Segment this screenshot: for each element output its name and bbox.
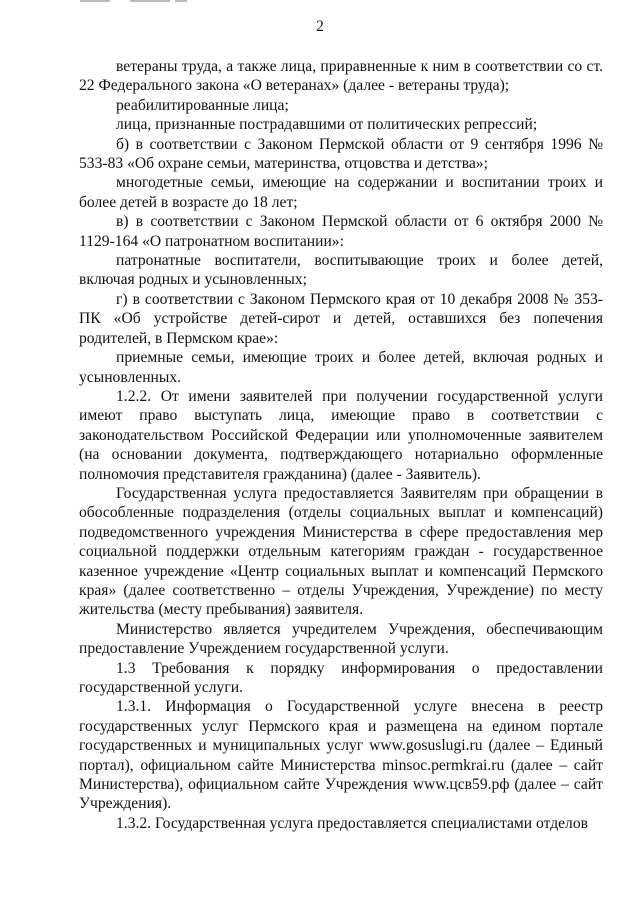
top-edge-mark bbox=[130, 0, 170, 2]
top-edge-mark bbox=[80, 0, 110, 2]
paragraph-1-2-2: 1.2.2. От имени заявителей при получении государственной услуги имеют право выступать лица, имеющие право в соответствии с законодательством Российской Федерации или уполномоченные заявителем (на основании документа, подтверждающего нотариально оформленные полномочия представителя гражданина) (далее - Заявитель). bbox=[79, 387, 603, 483]
page-number: 2 bbox=[316, 18, 324, 35]
paragraph-veterans-of-labor: ветераны труда, а также лица, приравненные к ним в соответствии со ст. 22 Федерального закона «О ветеранах» (далее - ветераны труда); bbox=[79, 58, 603, 95]
paragraph-1-3-2: 1.3.2. Государственная услуга предоставляется специалистами отделов bbox=[116, 814, 588, 832]
paragraph-1-3-heading: 1.3 Требования к порядку информирования о предоставлении государственной услуги. bbox=[79, 659, 603, 696]
paragraph-foster-educators: патронатные воспитатели, воспитывающие троих и более детей, включая родных и усыновленных; bbox=[79, 252, 603, 289]
paragraph-foster-families: приемные семьи, имеющие троих и более детей, включая родных и усыновленных. bbox=[79, 349, 603, 386]
paragraph-repression-victims: лица, признанные пострадавшими от политических репрессий; bbox=[116, 116, 538, 134]
paragraph-item-g-law: г) в соответствии с Законом Пермского края от 10 декабря 2008 № 353-ПК «Об устройстве детей-сирот и детей, оставшихся без попечения родителей, в Пермском крае»: bbox=[79, 290, 603, 347]
paragraph-item-v-law: в) в соответствии с Законом Пермской области от 6 октября 2000 № 1129-164 «О патронатном воспитании»: bbox=[79, 213, 603, 250]
paragraph-item-b-law: б) в соответствии с Законом Пермской области от 9 сентября 1996 № 533-83 «Об охране семьи, материнства, отцовства и детства»; bbox=[79, 135, 603, 173]
paragraph-large-families: многодетные семьи, имеющие на содержании и воспитании троих и более детей в возрасте до 18 лет; bbox=[79, 174, 603, 211]
document-body bbox=[79, 57, 603, 833]
paragraph-rehabilitated: реабилитированные лица; bbox=[116, 96, 289, 114]
paragraph-service-provision: Государственная услуга предоставляется Заявителям при обращении в обособленные подразделения (отделы социальных выплат и компенсаций) подведомственного учреждения Министерства в сфере предоставления мер социальной поддержки отдельным категориям граждан - государственное казенное учреждение «Центр социальных выплат и компенсаций Пермского края» (далее соответственно – отделы Учреждения, Учреждение) по месту жительства (месту пребывания) заявителя. bbox=[79, 484, 603, 619]
paragraph-ministry-founder: Министерство является учредителем Учреждения, обеспечивающим предоставление Учреждением государственной услуги. bbox=[79, 620, 603, 658]
paragraph-1-3-1: 1.3.1. Информация о Государственной услуге внесена в реестр государственных услуг Пермского края и размещена на едином портале государственных и муниципальных услуг www.gosuslugi.ru (далее – Единый портал), официальном сайте Министерства minsoc.permkrai.ru (далее – сайт Министерства), официальном сайте Учреждения www.цсв59.рф (далее – сайт Учреждения). bbox=[79, 698, 603, 813]
top-edge-mark bbox=[175, 0, 187, 2]
